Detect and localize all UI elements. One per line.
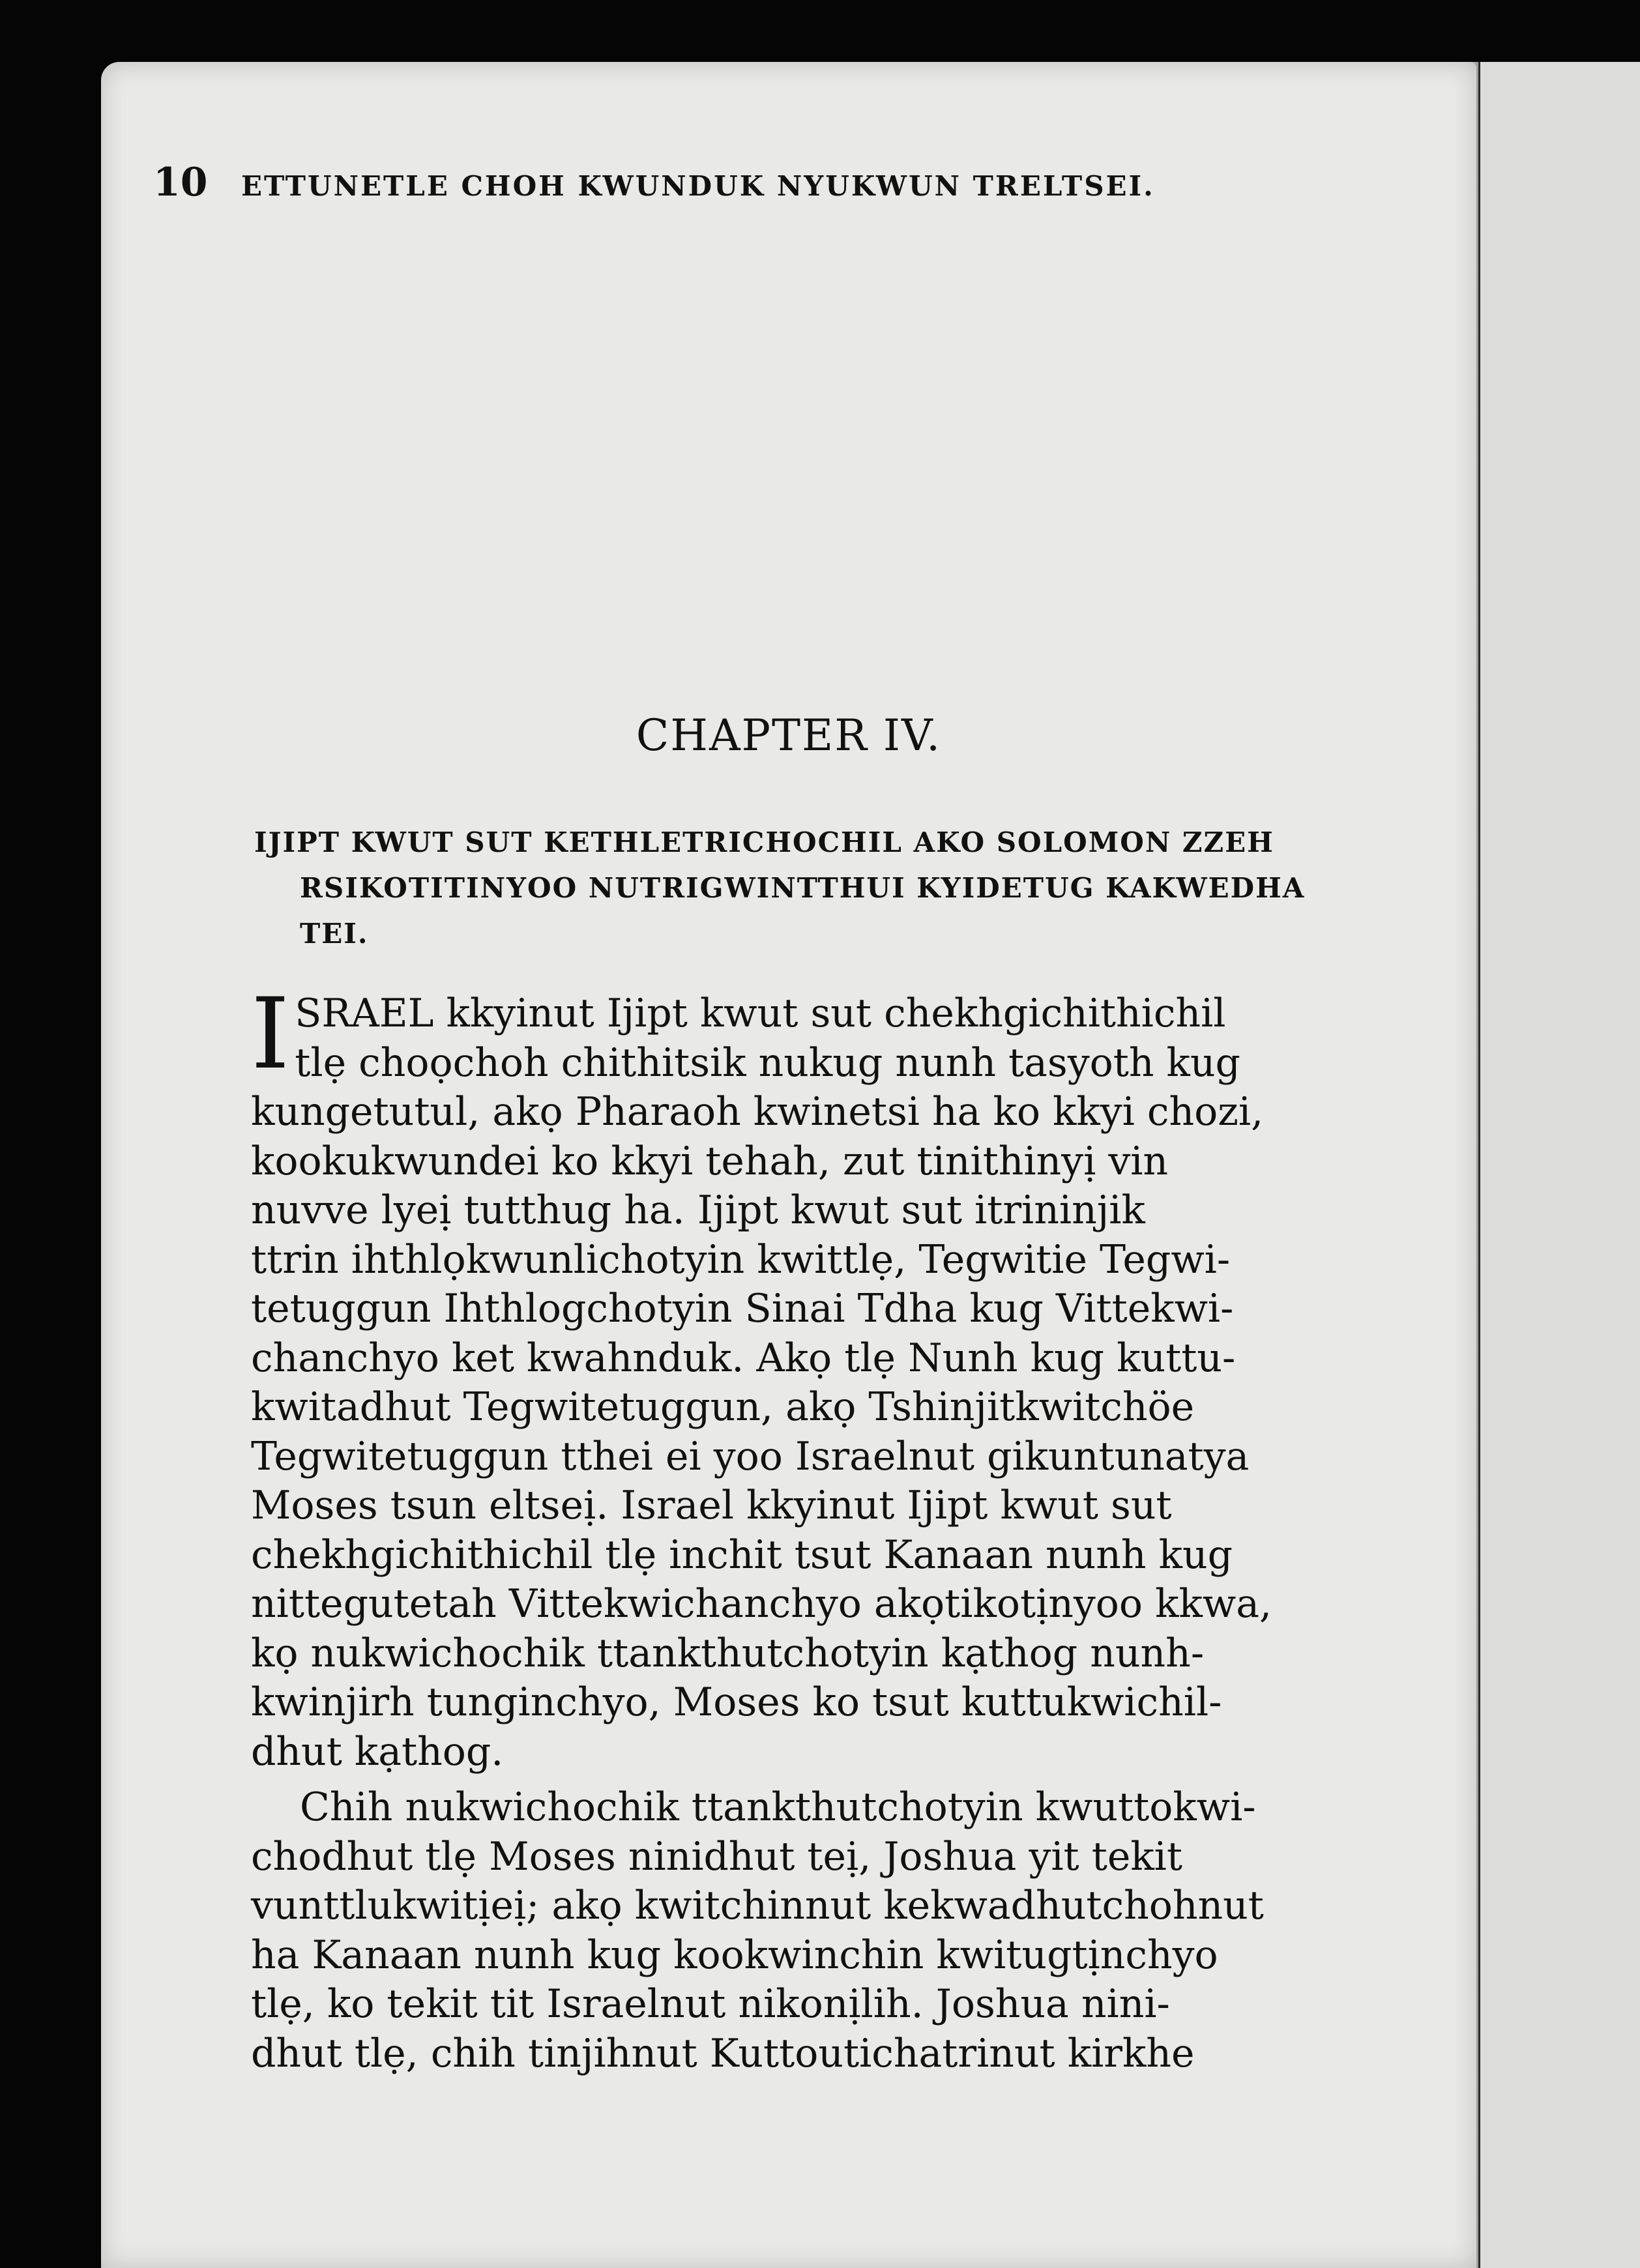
text-line: chanchyo ket kwahnduk. Akọ tlẹ Nunh kug kuttu- xyxy=(251,1335,1236,1381)
text-line: SRAEL kkyinut Ijipt kwut sut chekhgichithichil xyxy=(295,991,1226,1036)
text-line: vunttlukwitịeị; akọ kwitchinnut kekwadhutchohnut xyxy=(251,1883,1264,1928)
summary-line: TEI. xyxy=(300,918,369,950)
text-line: tlẹ choọchoh chithitsik nukug nunh tasyoth kug xyxy=(295,1040,1240,1086)
paragraph-1 xyxy=(251,978,1320,1777)
text-line: kwitadhut Tegwitetuggun, akọ Tshinjitkwitchöe xyxy=(251,1384,1195,1430)
text-line: nittegutetah Vittekwichanchyo akọtikotịnyoo kkwa, xyxy=(251,1581,1272,1627)
text-line: tlẹ, ko tekit tit Israelnut nikonịlih. Joshua nini- xyxy=(251,1981,1170,2027)
text-line: chekhgichithichil tlẹ inchit tsut Kanaan nunh kug xyxy=(251,1532,1233,1578)
text-line: chodhut tlẹ Moses ninidhut teị, Joshua yit tekit xyxy=(251,1833,1182,1880)
running-head-title: ETTUNETLE CHOH KWUNDUK NYUKWUN TRELTSEI. xyxy=(241,170,1155,202)
body-text xyxy=(251,978,1320,2078)
summary-line: RSIKOTITINYOO NUTRIGWINTTHUI KYIDETUG KAKWEDHA xyxy=(300,872,1306,904)
paragraph-2 xyxy=(251,1783,1320,2078)
chapter-summary xyxy=(254,820,1317,957)
text-line: Moses tsun eltseị. Israel kkyinut Ijipt kwut sut xyxy=(251,1483,1172,1528)
text-line: kwinjirh tunginchyo, Moses ko tsut kuttukwichil- xyxy=(251,1679,1222,1725)
text-line: kungetutul, akọ Pharaoh kwinetsi ha ko kkyi chozi, xyxy=(251,1089,1264,1135)
adjacent-page-edge xyxy=(1476,62,1640,2268)
text-line: kookukwundei ko kkyi tehah, zut tinithinyị vin xyxy=(251,1138,1169,1184)
drop-cap: I xyxy=(251,978,290,1091)
text-line: dhut kạthog. xyxy=(251,1728,504,1775)
text-line: Tegwitetuggun tthei ei yoo Israelnut gikuntunatya xyxy=(251,1433,1250,1479)
text-line: ha Kanaan nunh kug kookwinchin kwitugtịnchyo xyxy=(251,1932,1218,1978)
chapter-title: CHAPTER IV. xyxy=(636,710,942,761)
text-line: tetuggun Ihthlogchotyin Sinai Tdha kug Vittekwi- xyxy=(251,1286,1234,1331)
text-line: ttrin ihthlọkwunlichotyin kwittlẹ, Tegwitie Tegwi- xyxy=(251,1236,1231,1283)
summary-line: IJIPT KWUT SUT KETHLETRICHOCHIL AKO SOLOMON ZZEH xyxy=(254,826,1274,858)
running-head xyxy=(153,160,1300,205)
text-line: nuvve lyeị tutthug ha. Ijipt kwut sut itrininjik xyxy=(251,1187,1145,1233)
page-number: 10 xyxy=(153,160,208,205)
text-line: dhut tlẹ, chih tinjihnut Kuttoutichatrinut kirkhe xyxy=(251,2030,1195,2076)
text-line: Chih nukwichochik ttankthutchotyin kwuttokwi- xyxy=(300,1784,1256,1830)
text-line: kọ nukwichochik ttankthutchotyin kạthog nunh- xyxy=(251,1630,1205,1676)
